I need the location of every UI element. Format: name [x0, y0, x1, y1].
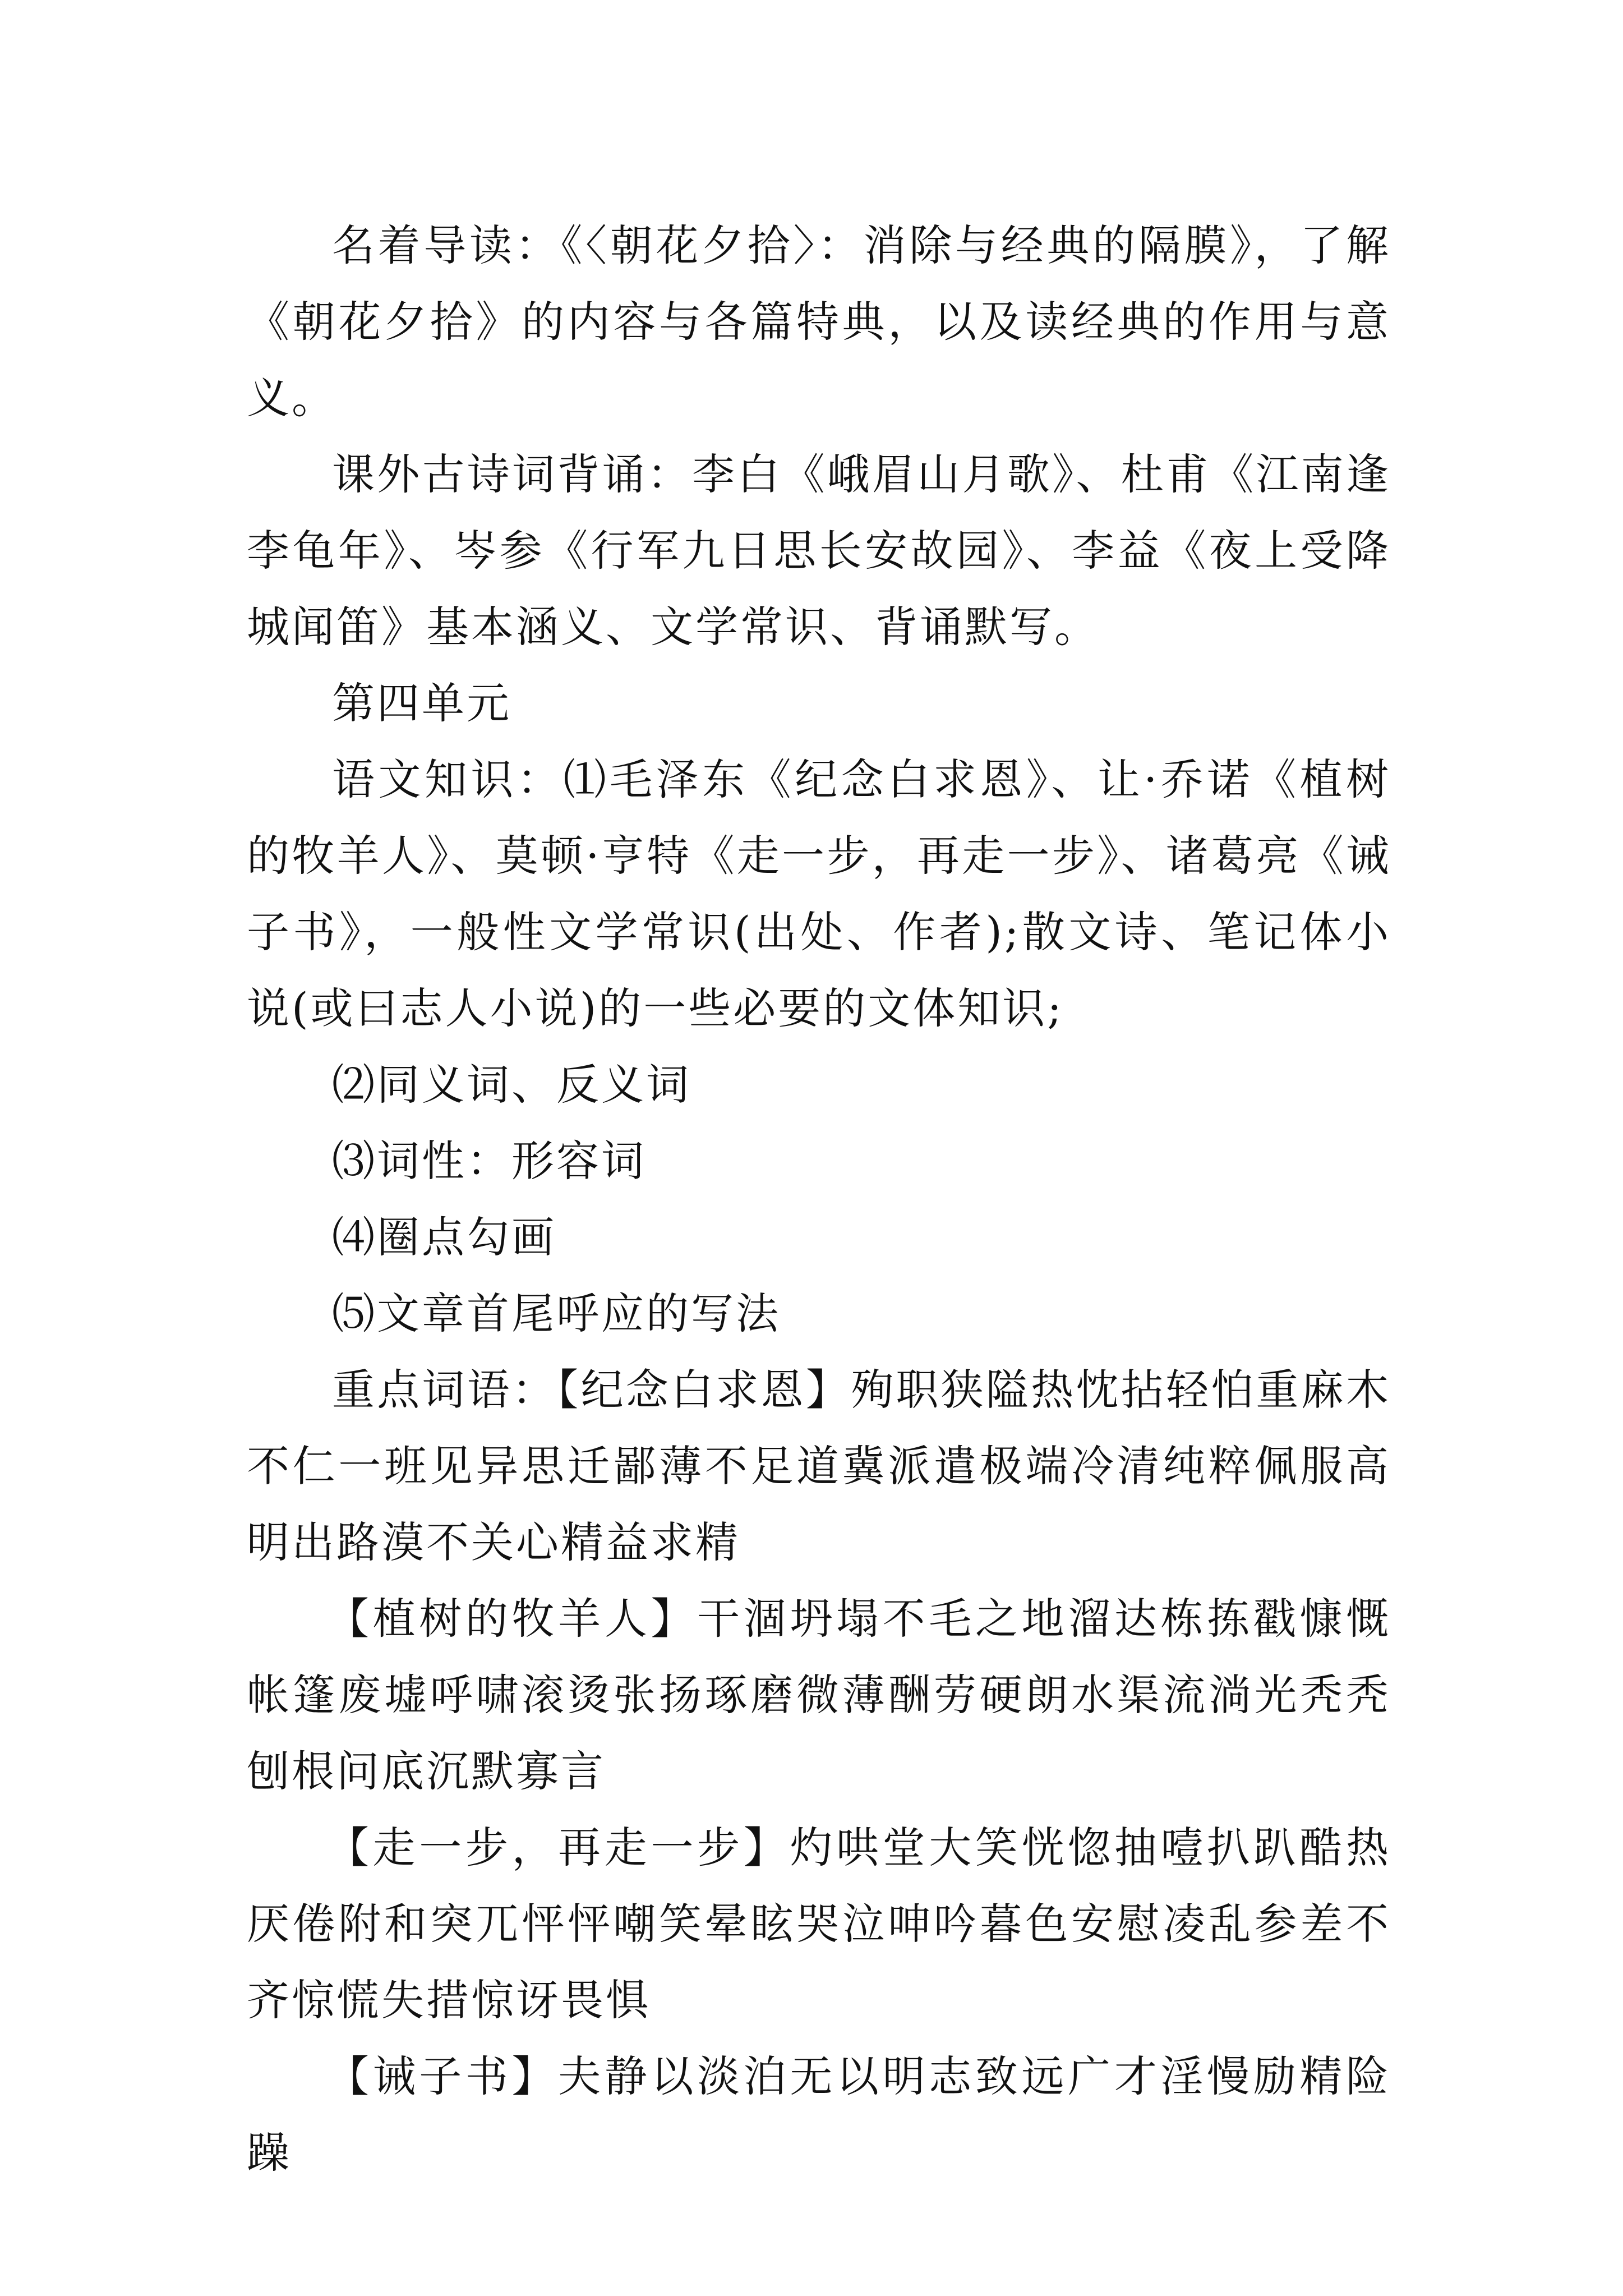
list-item-part-of-speech: ⑶词性：形容词 [332, 1136, 646, 1186]
paragraph-key-words-shepherd: 【植树的牧羊人】干涸坍塌不毛之地溜达栋拣戳慷慨帐篷废墟呼啸滚烫张扬琢磨微薄酬劳硬朗水渠流淌光秃秃刨根问底沉默寡言 [247, 1594, 1391, 1796]
paragraph-key-words-one-step: 【走一步，再走一步】灼哄堂大笑恍惚抽噎扒趴酷热厌倦附和突兀怦怦嘲笑晕眩哭泣呻吟暮色安慰凌乱参差不齐惊慌失措惊讶畏惧 [247, 1823, 1391, 2025]
paragraph-key-words-admonition: 【诫子书】夫静以淡泊无以明志致远广才淫慢励精险躁 [247, 2051, 1391, 2178]
document-body [247, 208, 1391, 2191]
list-item-synonyms-antonyms: ⑵同义词、反义词 [332, 1060, 691, 1110]
section-heading-unit-four: 第四单元 [332, 678, 511, 728]
list-item-annotation: ⑷圈点勾画 [332, 1212, 556, 1262]
paragraph-reading-guide: 名着导读：《〈朝花夕拾〉：消除与经典的隔膜》，了解《朝花夕拾》的内容与各篇特典，以及读经典的作用与意义。 [247, 220, 1391, 423]
paragraph-language-knowledge: 语文知识：⑴毛泽东《纪念白求恩》、让·乔诺《植树的牧羊人》、莫顿·亨特《走一步，再走一步》、诸葛亮《诫子书》，一般性文学常识(出处、作者);散文诗、笔记体小说(或曰志人小说)的一些必要的文体知识; [247, 754, 1391, 1033]
paragraph-key-words-bethune: 重点词语：【纪念白求恩】殉职狭隘热忱拈轻怕重麻木不仁一班见异思迁鄙薄不足道冀派遣极端冷清纯粹佩服高明出路漠不关心精益求精 [247, 1365, 1391, 1567]
list-item-echo-writing: ⑸文章首尾呼应的写法 [332, 1289, 781, 1338]
paragraph-poetry-recitation: 课外古诗词背诵：李白《峨眉山月歌》、杜甫《江南逢李龟年》、岑参《行军九日思长安故园》、李益《夜上受降城闻笛》基本涵义、文学常识、背诵默写。 [247, 449, 1391, 652]
